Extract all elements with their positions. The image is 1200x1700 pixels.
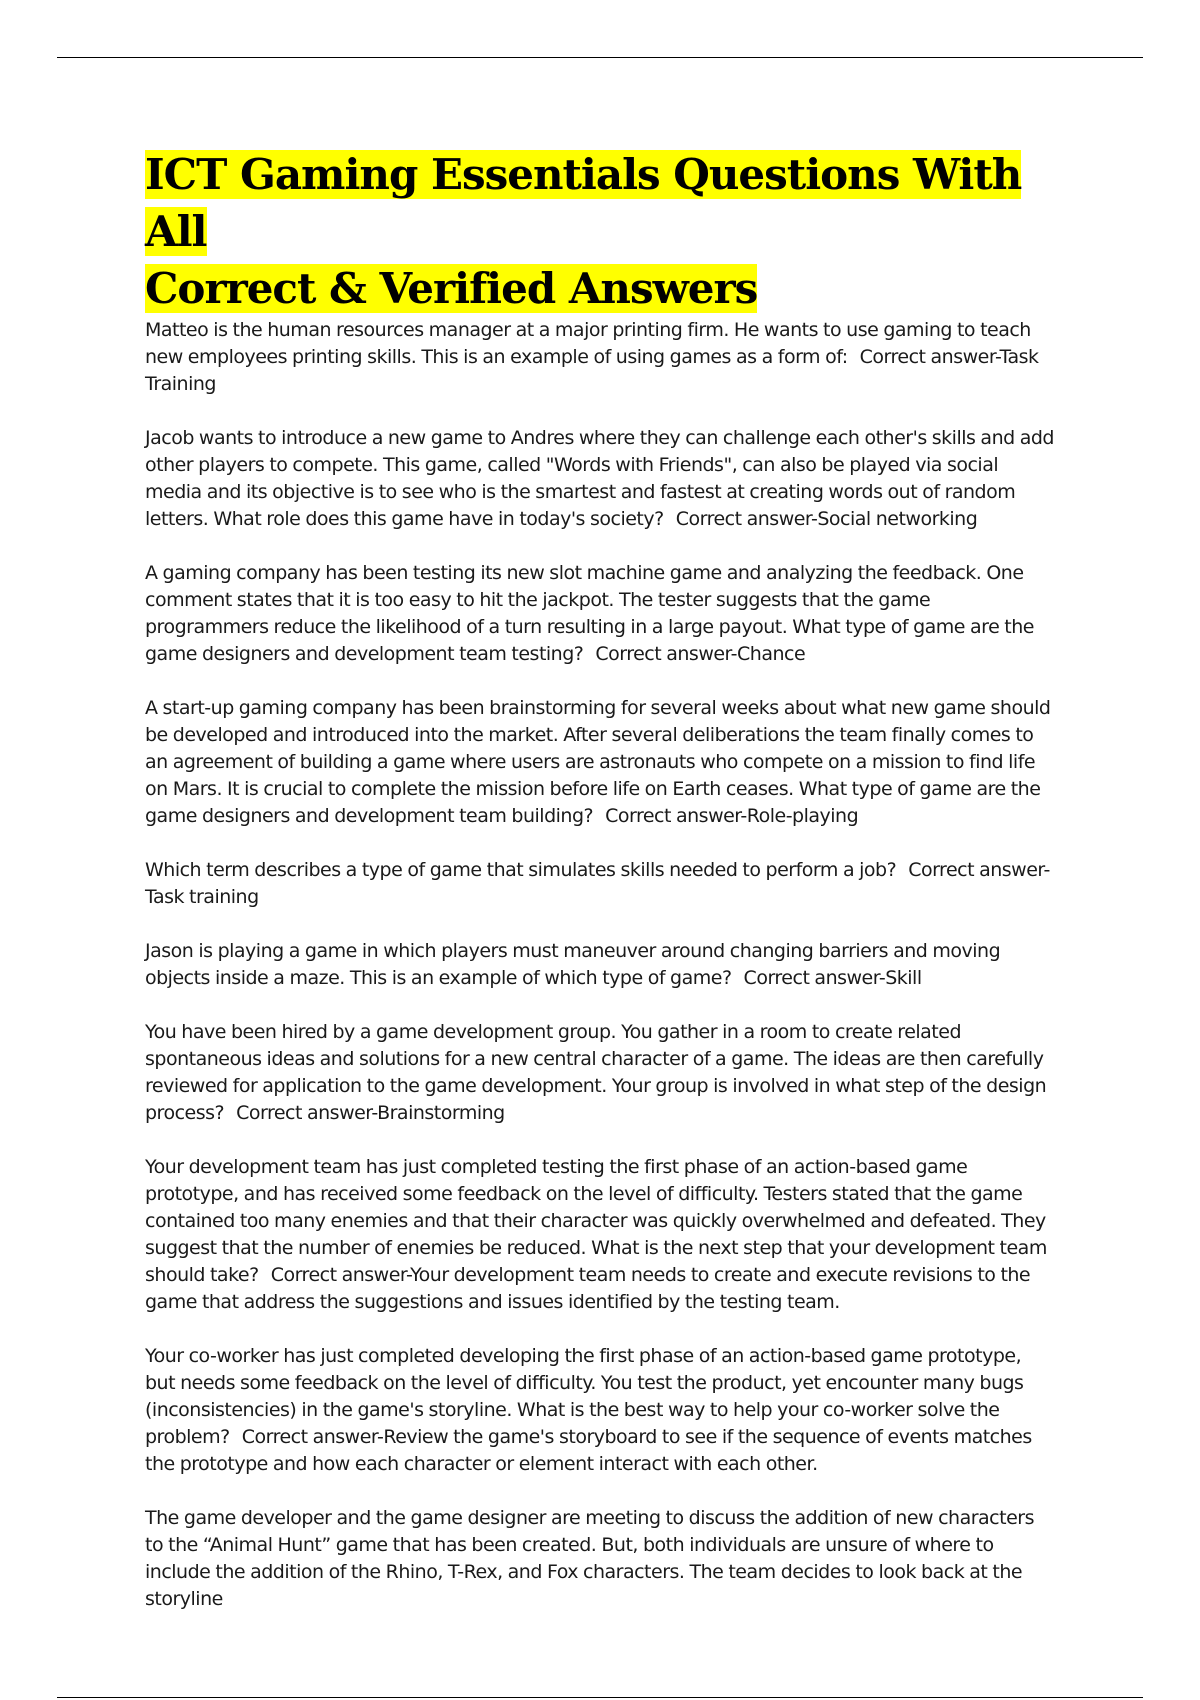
qa-item <box>145 425 1055 533</box>
question-text: A gaming company has been testing its new slot machine game and analyzing the feedback. One comment states that it is too easy to hit the jackpot. The tester suggests that the game programmers reduce the likelihood of a turn resulting in a large payout. What type of game are the game designers and development team testing? <box>145 562 1034 665</box>
question-text: Which term describes a type of game that simulates skills needed to perform a job? <box>145 859 897 881</box>
answer-text: Correct answer-Brainstorming <box>236 1102 505 1124</box>
answer-text: Correct answer-Chance <box>595 643 806 665</box>
answer-text: Correct answer-Social networking <box>675 508 978 530</box>
answer-text: Correct answer-Task Training <box>145 346 1039 395</box>
question-text: Jacob wants to introduce a new game to Andres where they can challenge each other's skills and add other players to compete. This game, called "Words with Friends", can also be played via social media and its objective is to see who is the smartest and fastest at creating words out of random letters. What role does this game have in today's society? <box>145 427 1054 530</box>
question-text: A start-up gaming company has been brainstorming for several weeks about what new game should be developed and introduced into the market. After several deliberations the team finally comes to an agreement of building a game where users are astronauts who compete on a mission to find life on Mars. It is crucial to complete the mission before life on Earth ceases. What type of game are the game designers and development team building? <box>145 697 1051 827</box>
question-text: The game developer and the game designer are meeting to discuss the addition of new characters to the “Animal Hunt” game that has been created. But, both individuals are unsure of where to include the addition of the Rhino, T-Rex, and Fox characters. The team decides to look back at the storyline <box>145 1507 1034 1610</box>
qa-item <box>145 317 1055 398</box>
answer-text: Correct answer-Skill <box>743 967 922 989</box>
answer-text: Correct answer-Role-playing <box>605 805 859 827</box>
question-text: Matteo is the human resources manager at a major printing firm. He wants to use gaming to teach new employees printing skills. This is an example of using games as a form of: <box>145 319 1031 368</box>
footer-rule <box>57 1697 1143 1698</box>
document-body <box>145 146 1055 1640</box>
qa-item <box>145 1019 1055 1127</box>
answer-text: Correct answer-Your development team needs to create and execute revisions to the game that address the suggestions and issues identified by the testing team. <box>145 1264 1031 1313</box>
qa-item <box>145 857 1055 911</box>
qa-item <box>145 695 1055 830</box>
qa-item <box>145 1505 1055 1613</box>
answer-text: Correct answer-Review the game's storyboard to see if the sequence of events matches the prototype and how each character or element interact with each other. <box>145 1426 1032 1475</box>
answer-text: Correct answer-Task training <box>145 859 1050 908</box>
qa-item <box>145 1154 1055 1316</box>
qa-item <box>145 938 1055 992</box>
question-text: Your co-worker has just completed developing the first phase of an action-based game prototype, but needs some feedback on the level of difficulty. You test the product, yet encounter many bugs (inconsistencies) in the game's storyline. What is the best way to help your co-worker solve the problem? <box>145 1345 1024 1448</box>
qa-item <box>145 560 1055 668</box>
title-line-1: ICT Gaming Essentials Questions With All <box>145 150 1022 256</box>
header-rule <box>57 57 1143 58</box>
question-text: Your development team has just completed testing the first phase of an action-based game prototype, and has received some feedback on the level of difficulty. Testers stated that the game contained too many enemies and that their character was quickly overwhelmed and defeated. They suggest that the number of enemies be reduced. What is the next step that your development team should take? <box>145 1156 1047 1286</box>
question-text: Jason is playing a game in which players must maneuver around changing barriers and moving objects inside a maze. This is an example of which type of game? <box>145 940 1001 989</box>
question-text: You have been hired by a game development group. You gather in a room to create related spontaneous ideas and solutions for a new central character of a game. The ideas are then carefully reviewed for application to the game development. Your group is involved in what step of the design process? <box>145 1021 1047 1124</box>
document-title <box>145 146 1055 317</box>
title-line-2: Correct & Verified Answers <box>145 264 758 313</box>
qa-item <box>145 1343 1055 1478</box>
